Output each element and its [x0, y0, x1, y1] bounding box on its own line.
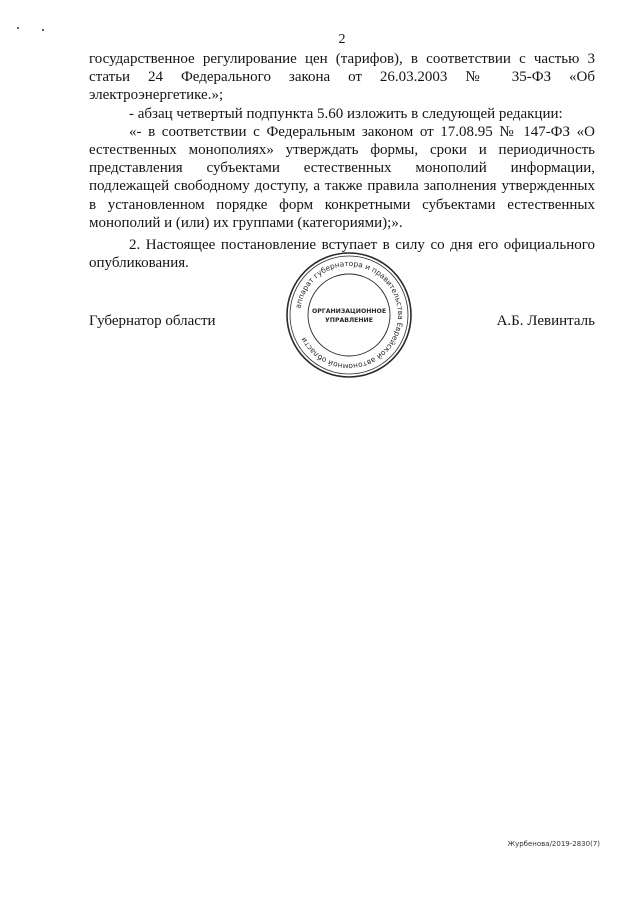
seal-ring-text: аппарат губернатора и правительства Еврейской автономной области [293, 258, 406, 372]
paragraph-effective-date: 2. Настоящее постановление вступает в силу со дня его официального опубликования. [89, 237, 595, 272]
scan-speck [17, 27, 19, 29]
paragraph-tariff-regulation: государственное регулирование цен (тарифов), в соответствии с частью 3 статьи 24 Федерального закона от 26.03.2003 № 35-ФЗ «Об электроэнергетике.»; [89, 51, 595, 104]
paragraph-amendment-intro: - абзац четвертый подпункта 5.60 изложить в следующей редакции: [129, 105, 563, 122]
document-body [89, 50, 595, 272]
paragraph-amendment-text: «- в соответствии с Федеральным законом от 17.08.95 № 147-ФЗ «О естественных монополиях» утверждать формы, сроки и периодичность представления субъектами естественных монополий информации, подлежащей свободному доступу, а также правила заполнения утвержденных в установленном порядке форм конкретными субъектами естественных монополий и (или) их группами (категориями);». [89, 123, 595, 231]
document-footer-code: Журбенова/2019-2830(7) [507, 840, 600, 848]
seal-outer-ring [287, 253, 411, 377]
seal-center-line1: ОРГАНИЗАЦИОННОЕ [311, 308, 387, 315]
official-seal-stamp [284, 250, 414, 380]
seal-center-line2: УПРАВЛЕНИЕ [325, 317, 373, 324]
seal-inner-ring [308, 274, 390, 356]
scan-speck [42, 29, 44, 31]
signer-name: А.Б. Левинталь [496, 313, 595, 329]
page-number: 2 [338, 32, 346, 47]
signer-title: Губернатор области [89, 313, 216, 329]
